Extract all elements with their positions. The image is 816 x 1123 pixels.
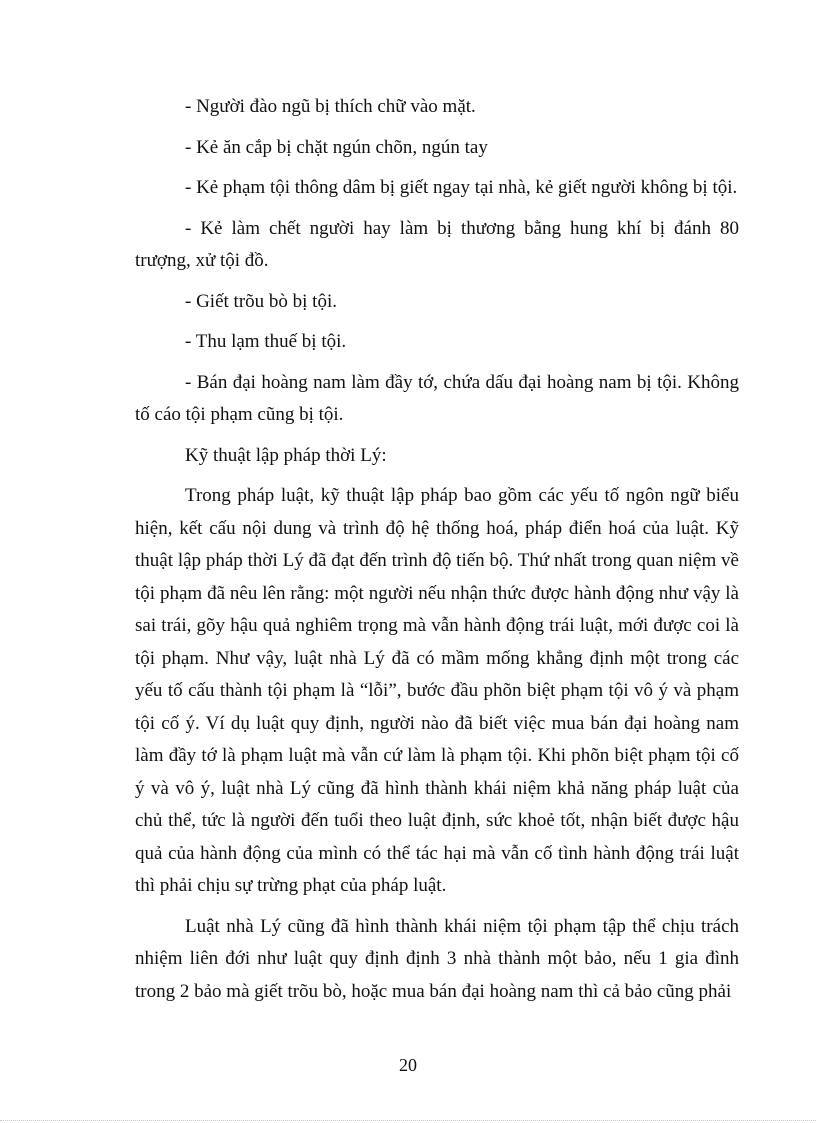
page-bottom-divider [0,1120,816,1121]
paragraph-deserter: - Người đào ngũ bị thích chữ vào mặt. [185,96,476,117]
paragraph-weapon-injury: - Kẻ làm chết người hay làm bị thương bằng hung khí bị đánh 80 trượng, xử tội đồ. [135,217,739,271]
paragraph-tax-embezzlement: - Thu lạm thuế bị tội. [185,331,347,352]
paragraph-servant-sale: - Bán đại hoàng nam làm đầy tớ, chứa dấu đại hoàng nam bị tội. Không tố cáo tội phạm cũng bị tội. [135,371,739,425]
paragraph-legislative-technique: Trong pháp luật, kỹ thuật lập pháp bao gồm các yếu tố ngôn ngữ biểu hiện, kết cấu nội dung và trình độ hệ thống hoá, pháp điển hoá của luật. Kỹ thuật lập pháp thời Lý đã đạt đến trình độ tiến bộ. Thứ nhất trong quan niệm về tội phạm đã nêu lên rằng: một người nếu nhận thức được hành động như vậy là sai trái, gõy hậu quả nghiêm trọng mà vẫn hành động trái luật, mới được coi là tội phạm. Như vậy, luật nhà Lý đã có mầm mống khẳng định một trong các yếu tố cấu thành tội phạm là “lỗi”, bước đầu phõn biệt phạm tội vô ý và phạm tội cố ý. Ví dụ luật quy định, người nào đã biết việc mua bán đại hoàng nam làm đầy tớ là phạm luật mà vẫn cứ làm là phạm tội. Khi phõn biệt phạm tội cố ý và vô ý, luật nhà Lý cũng đã hình thành khái niệm khả năng pháp luật của chủ thể, tức là người đến tuổi theo luật định, sức khoẻ tốt, nhận biết được hậu quả của hành động của mình có thể tác hại mà vẫn cố tình hành động trái luật thì phải chịu sự trừng phạt của pháp luật. [135,485,739,896]
paragraph-adultery: - Kẻ phạm tội thông dâm bị giết ngay tại nhà, kẻ giết người không bị tội. [185,177,738,198]
paragraph-collective-liability: Luật nhà Lý cũng đã hình thành khái niệm tội phạm tập thể chịu trách nhiệm liên đới như luật quy định định 3 nhà thành một bảo, nếu 1 gia đình trong 2 bảo mà giết trõu bò, hoặc mua bán đại hoàng nam thì cả bảo cũng phải [135,915,739,1002]
section-heading-legislative-technique: Kỹ thuật lập pháp thời Lý: [185,444,387,466]
page-number: 20 [399,1055,417,1075]
paragraph-thief: - Kẻ ăn cắp bị chặt ngún chõn, ngún tay [185,136,488,158]
page-body [135,91,739,1008]
paragraph-cattle-killing: - Giết trõu bò bị tội. [185,290,337,312]
